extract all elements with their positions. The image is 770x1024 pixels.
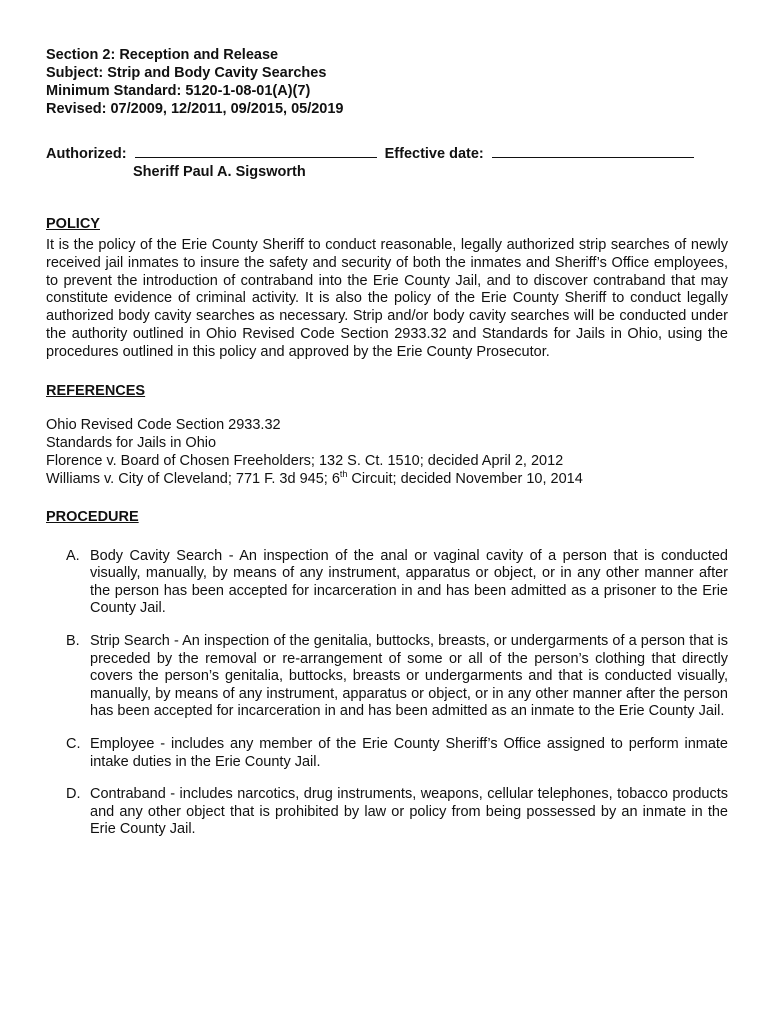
reference-item-williams	[46, 470, 728, 488]
procedure-item-a	[66, 548, 728, 618]
procedure-text: Contraband - includes narcotics, drug instruments, weapons, cellular telephones, tobacco products and any other object that is prohibited by law or policy from being possessed by an inmate in the Erie County Jail.	[90, 786, 728, 838]
procedure-item-c	[66, 736, 728, 771]
policy-text: It is the policy of the Erie County Sheriff to conduct reasonable, legally authorized strip searches of newly received jail inmates to insure the safety and security of both the inmates and Sheriff’s Office employees, to prevent the introduction of contraband into the Erie County Jail, and to discover contraband that may constitute evidence of criminal activity. It is also the policy of the Erie County Sheriff to conduct legally authorized body cavity searches as necessary. Strip and/or body cavity searches will be conducted under the authority outlined in Ohio Revised Code Section 2933.32 and Standards for Jails in Ohio, using the procedures outlined in this policy and approved by the Erie County Prosecutor.	[46, 237, 728, 360]
effective-date-label: Effective date:	[384, 146, 484, 162]
procedure-list	[66, 548, 728, 839]
williams-citation-start: Williams v. City of Cleveland; 771 F. 3d 945; 6	[46, 470, 340, 487]
procedure-item-b	[66, 633, 728, 721]
authorized-signature-line	[135, 144, 377, 158]
procedure-text: Body Cavity Search - An inspection of the anal or vaginal cavity of a person that is conducted visually, manually, by means of any instrument, apparatus or object, or in any other manner after the person has been accepted for incarceration in and has been admitted as a prisoner to the Erie County Jail.	[90, 547, 728, 617]
policy-heading: POLICY	[46, 216, 100, 232]
procedure-letter: C.	[66, 735, 81, 752]
procedure-text: Employee - includes any member of the Erie County Sheriff’s Office assigned to perform inmate intake duties in the Erie County Jail.	[90, 735, 728, 770]
procedure-text: Strip Search - An inspection of the genitalia, buttocks, breasts, or undergarments of a person that is preceded by the removal or re-arrangement of some or all of the person’s clothing that directly covers the person’s genitalia, buttocks, breasts or undergarments and that is conducted visually, manually, by means of any instrument, apparatus or object, or in any other manner after the person has been accepted for incarceration in and has been admitted as an inmate to the Erie County Jail.	[90, 632, 728, 720]
section-title: Section 2: Reception and Release	[46, 47, 279, 63]
document-header	[46, 46, 728, 118]
minimum-standard-line: Minimum Standard: 5120-1-08-01(A)(7)	[46, 83, 311, 99]
reference-item: Florence v. Board of Chosen Freeholders; 132 S. Ct. 1510; decided April 2, 2012	[46, 452, 564, 469]
authorized-label: Authorized:	[46, 146, 127, 162]
sheriff-name: Sheriff Paul A. Sigsworth	[133, 164, 306, 180]
procedure-heading: PROCEDURE	[46, 508, 139, 525]
authorization-row	[46, 144, 728, 163]
subject-line: Subject: Strip and Body Cavity Searches	[46, 65, 327, 81]
williams-citation-end: Circuit; decided November 10, 2014	[347, 470, 583, 487]
references-list	[46, 416, 728, 488]
ordinal-suffix: th	[339, 468, 348, 479]
reference-item: Standards for Jails in Ohio	[46, 434, 217, 451]
document-page	[46, 46, 728, 854]
procedure-letter: B.	[66, 632, 80, 649]
procedure-item-d	[66, 786, 728, 839]
revised-line: Revised: 07/2009, 12/2011, 09/2015, 05/2019	[46, 101, 344, 117]
procedure-letter: D.	[66, 786, 81, 803]
reference-item: Ohio Revised Code Section 2933.32	[46, 416, 281, 433]
effective-date-line	[492, 144, 694, 158]
references-heading: REFERENCES	[46, 382, 146, 399]
procedure-letter: A.	[66, 547, 80, 564]
